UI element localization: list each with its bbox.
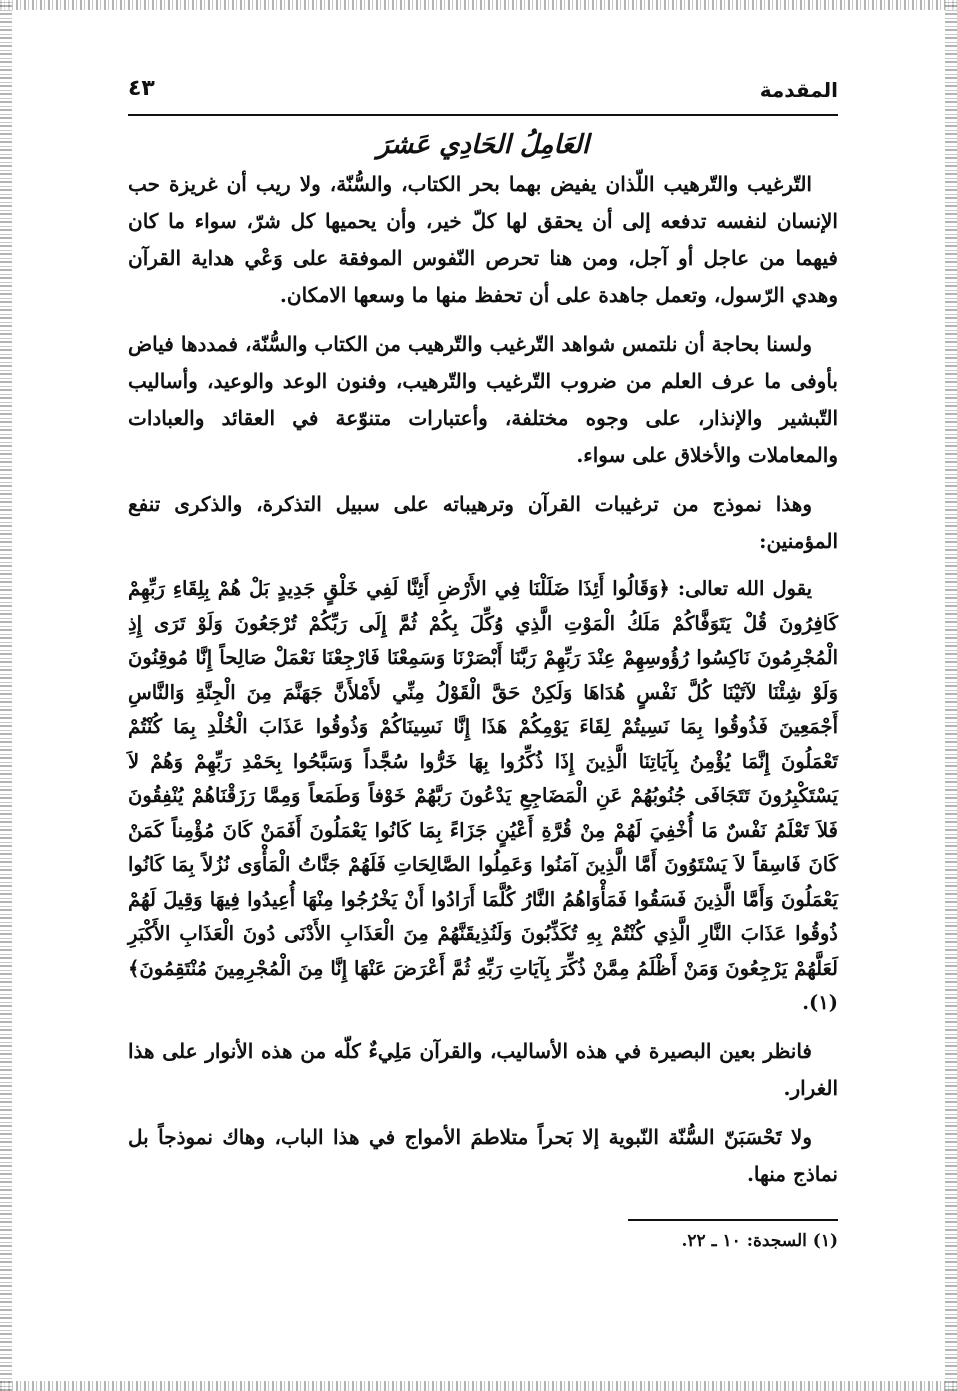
paragraph-2: ولسنا بحاجة أن نلتمس شواهد التّرغيب والتّرهيب من الكتاب والسُّنّة، فمددها فياض بأوفى ما عرف العلم من ضروب التّرغيب والتّرهيب، وفنون الوعد والوعيد، وأساليب التّبشير والإنذار، على وجوه مختلفة، وأعتبارات متنوّعة في العقائد والعبادات والمعاملات والأخلاق على سواء. xyxy=(128,332,839,467)
decorative-border-right xyxy=(945,0,957,1391)
paragraph-3: وهذا نموذج من ترغيبات القرآن وترهيباته على سبيل التذكرة، والذكرى تنفع المؤمنين: xyxy=(128,492,838,553)
chapter-title: العَامِلُ الحَادِي عَشرَ xyxy=(376,130,590,160)
paragraph-1: التّرغيب والتّرهيب اللّذان يفيض بهما بحر الكتاب، والسُّنّة، ولا ريب أن غريزة حب الإنسان لنفسه تدفعه إلى أن يحقق لها كلّ خير، وأن يحميها كل شرّ، سواء ما كان فيهما من عاجل أو آجل، ومن هنا تحرص النّفوس الموفقة على وَعْي هداية القرآن وهدي الرّسول، وتعمل جاهدة على أن تحفظ منها ما وسعها الامكان. xyxy=(128,172,838,307)
section-title: المقدمة xyxy=(759,78,838,102)
footnote: (١) السجدة: ١٠ ـ ٢٢. xyxy=(681,1230,838,1251)
decorative-border-left xyxy=(0,0,12,1391)
footnote-divider xyxy=(628,1219,838,1221)
decorative-border-bottom xyxy=(0,1381,957,1391)
paragraph-5: فانظر بعين البصيرة في هذه الأساليب، والقرآن مَلِيءٌ كلّه من هذه الأنوار على هذا الغرار. xyxy=(128,1038,838,1100)
book-page xyxy=(128,70,838,1320)
quran-quote-paragraph: يقول الله تعالى: ﴿وَقَالُوا أَئِذَا ضَلَلْنَا فِي الأَرْضِ أَئِنَّا لَفِي خَلْقٍ جَدِيدٍ بَلْ هُمْ بِلِقَاءِ رَبِّهِمْ كَافِرُونَ قُلْ يَتَوَفَّاكُمْ مَلَكُ الْمَوْتِ الَّذِي وُكِّلَ بِكُمْ ثُمَّ إِلَى رَبِّكُمْ تُرْجَعُونَ وَلَوْ تَرَى إِذِ الْمُجْرِمُونَ نَاكِسُوا رُؤُوسِهِمْ عِنْدَ رَبِّهِمْ رَبَّنَا أَبْصَرْنَا وَسَمِعْنَا فَارْجِعْنَا نَعْمَلْ صَالِحاً إِنَّا مُوقِنُونَ وَلَوْ شِئْنَا لآتَيْنَا كُلَّ نَفْسٍ هُدَاهَا وَلَكِنْ حَقَّ الْقَوْلُ مِنِّي لأَمْلأَنَّ جَهَنَّمَ مِنَ الْجِنَّةِ وَالنَّاسِ أَجْمَعِينَ فَذُوقُوا بِمَا نَسِيتُمْ لِقَاءَ يَوْمِكُمْ هَذَا إِنَّا نَسِينَاكُمْ وَذُوقُوا عَذَابَ الْخُلْدِ بِمَا كُنْتُمْ تَعْمَلُونَ إِنَّمَا يُؤْمِنُ بِآيَاتِنَا الَّذِينَ إِذَا ذُكِّرُوا بِهَا خَرُّوا سُجَّداً وَسَبَّحُوا بِحَمْدِ رَبِّهِمْ وَهُمْ لاَ يَسْتَكْبِرُونَ تَتَجَافَى جُنُوبُهُمْ عَنِ الْمَضَاجِعِ يَدْعُونَ رَبَّهُمْ خَوْفاً وَطَمَعاً وَمِمَّا رَزَقْنَاهُمْ يُنْفِقُونَ فَلاَ تَعْلَمُ نَفْسٌ مَا أُخْفِيَ لَهُمْ مِنْ قُرَّةِ أَعْيُنٍ جَزَاءً بِمَا كَانُوا يَعْمَلُونَ أَفَمَنْ كَانَ مُؤْمِناً كَمَنْ كَانَ فَاسِقاً لاَ يَسْتَوُونَ أَمَّا الَّذِينَ آمَنُوا وَعَمِلُوا الصَّالِحَاتِ فَلَهُمْ جَنَّاتُ الْمَأْوَى نُزُلاً بِمَا كَانُوا يَعْمَلُونَ وَأَمَّا الَّذِينَ فَسَقُوا فَمَأْوَاهُمُ النَّارُ كُلَّمَا أَرَادُوا أَنْ يَخْرُجُوا مِنْهَا أُعِيدُوا فِيهَا وَقِيلَ لَهُمْ ذُوقُوا عَذَابَ النَّارِ الَّذِي كُنْتُمْ بِهِ تُكَذِّبُونَ وَلَنُذِيقَنَّهُمْ مِنَ الْعَذَابِ الأَدْنَى دُونَ الْعَذَابِ الأَكْبَرِ لَعَلَّهُمْ يَرْجِعُونَ وَمَنْ أَظْلَمُ مِمَّنْ ذُكِّرَ بِآيَاتِ رَبِّهِ ثُمَّ أَعْرَضَ عَنْهَا إِنَّا مِنَ الْمُجْرِمِينَ مُنْتَقِمُونَ﴾ (١). xyxy=(128,577,838,1014)
decorative-border-top xyxy=(0,0,957,10)
paragraph-6: ولا تَحْسَبَنّ السُّنّة النّبوية إلا بَحراً متلاطمَ الأمواج في هذا الباب، وهاك نموذجاً بل نماذج منها. xyxy=(128,1124,838,1186)
running-header xyxy=(128,70,838,116)
page-number: ٤٣ xyxy=(128,76,155,101)
